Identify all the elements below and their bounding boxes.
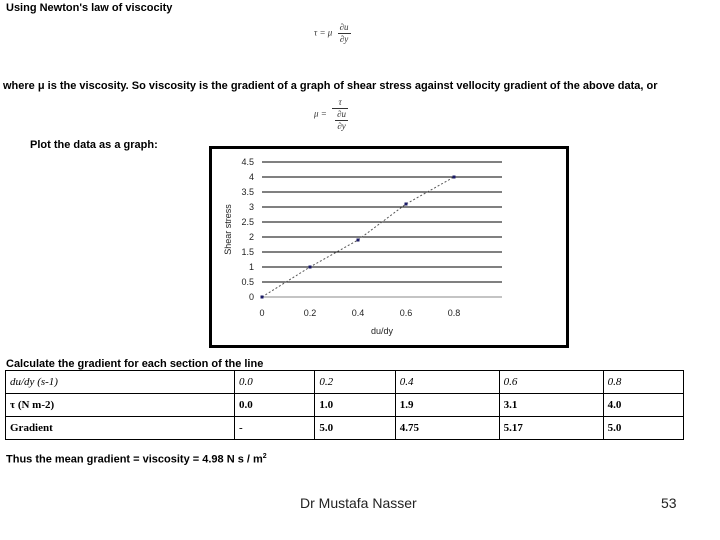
table-cell: 4.75 (395, 417, 499, 440)
data-point (453, 176, 456, 179)
shear-stress-chart (212, 149, 566, 345)
x-tick-label: 0.8 (447, 308, 461, 318)
equation-lhs: μ = (314, 108, 327, 119)
row-header: Gradient (6, 417, 235, 440)
y-tick-label: 0 (248, 292, 254, 302)
y-tick-label: 2 (248, 232, 254, 242)
inner-numerator: ∂u (337, 109, 347, 119)
y-tick-label: 2.5 (241, 217, 254, 227)
data-point (357, 239, 360, 242)
y-tick-label: 1.5 (241, 247, 254, 257)
data-point (261, 296, 264, 299)
table-cell: 0.0 (235, 371, 315, 394)
y-axis-title: Shear stress (223, 204, 233, 255)
equation-denominator (332, 109, 348, 132)
conclusion-body: Thus the mean gradient = viscosity = 4.98 N s / m (6, 453, 263, 466)
x-tick-label: 0.4 (351, 308, 365, 318)
newton-law-equation (314, 22, 351, 45)
x-tick-label: 0 (259, 308, 265, 318)
data-point (405, 203, 408, 206)
inner-denominator: ∂y (337, 121, 346, 131)
table-row (6, 417, 684, 440)
x-axis-title: du/dy (370, 326, 394, 336)
table-cell: 1.9 (395, 394, 499, 417)
viscosity-explanation: where μ is the viscosity. So viscosity is the gradient of a graph of shear stress against vellocity gradient of the above data, or (3, 80, 658, 92)
chart-frame (209, 146, 569, 348)
table-cell: 0.8 (603, 371, 683, 394)
page-number: 53 (661, 495, 677, 511)
table-cell: 0.6 (499, 371, 603, 394)
table-cell: 1.0 (315, 394, 395, 417)
table-row (6, 371, 684, 394)
row-header: du/dy (s-1) (6, 371, 235, 394)
y-tick-label: 4 (248, 172, 254, 182)
slide-title: Using Newton's law of viscocity (6, 2, 173, 14)
author-footer: Dr Mustafa Nasser (300, 495, 417, 511)
table-cell: 5.0 (315, 417, 395, 440)
conclusion-superscript: 2 (262, 453, 267, 460)
conclusion-text (6, 453, 267, 466)
table-cell: 3.1 (499, 394, 603, 417)
equation-numerator: ∂u (339, 22, 349, 32)
equation-numerator: τ (332, 97, 348, 109)
calc-instruction: Calculate the gradient for each section of the line (6, 358, 264, 370)
plot-instruction: Plot the data as a graph: (30, 139, 158, 151)
y-tick-label: 4.5 (241, 157, 254, 167)
x-tick-label: 0.2 (303, 308, 317, 318)
y-tick-label: 0.5 (241, 277, 254, 287)
viscosity-equation (314, 97, 348, 132)
table-cell: 4.0 (603, 394, 683, 417)
table-cell: 0.0 (235, 394, 315, 417)
equation-lhs: τ = μ (314, 27, 333, 38)
equation-denominator: ∂y (339, 34, 349, 44)
table-row (6, 394, 684, 417)
y-tick-label: 3 (248, 202, 254, 212)
data-point (309, 266, 312, 269)
table-cell: 5.0 (603, 417, 683, 440)
table-cell: 0.4 (395, 371, 499, 394)
row-header: τ (N m-2) (6, 394, 235, 417)
y-tick-label: 1 (248, 262, 254, 272)
x-tick-label: 0.6 (399, 308, 413, 318)
inner-fraction (335, 109, 348, 132)
equation-fraction (332, 97, 348, 132)
equation-fraction (338, 22, 351, 45)
data-table (5, 370, 684, 440)
table-cell: 0.2 (315, 371, 395, 394)
table-cell: - (235, 417, 315, 440)
y-tick-label: 3.5 (241, 187, 254, 197)
table-cell: 5.17 (499, 417, 603, 440)
